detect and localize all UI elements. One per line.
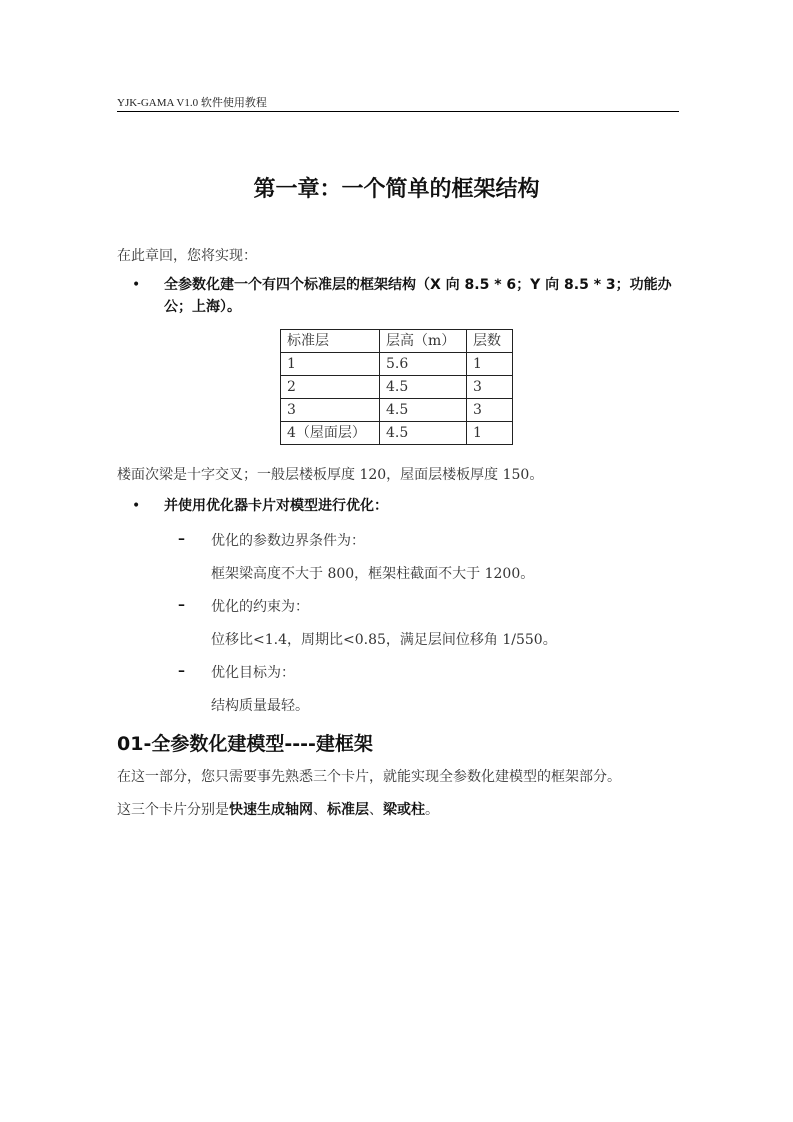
opt-detail: 位移比<1.4，周期比<0.85，满足层间位移角 1/550。	[211, 632, 557, 648]
table-cell: 3	[467, 399, 513, 422]
table-cell: 2	[281, 376, 380, 399]
separator: 、	[313, 802, 327, 818]
table-row	[281, 422, 513, 445]
card-name: 梁或柱	[383, 802, 425, 818]
table-row	[281, 399, 513, 422]
separator: 、	[369, 802, 383, 818]
opt-label: 优化目标为：	[211, 665, 295, 681]
table-cell: 4（屋面层）	[281, 422, 380, 445]
table-cell: 4.5	[380, 422, 467, 445]
card-name: 快速生成轴网	[229, 802, 313, 818]
opt-label: 优化的参数边界条件为：	[211, 533, 365, 549]
table-cell: 5.6	[380, 353, 467, 376]
card-name: 标准层	[327, 802, 369, 818]
opt-label: 优化的约束为：	[211, 599, 309, 615]
table-cell: 3	[281, 399, 380, 422]
floor-table	[280, 329, 513, 445]
bullet-goal-2: 并使用优化器卡片对模型进行优化：	[164, 498, 388, 514]
bullet-icon: •	[132, 498, 141, 514]
chapter-title: 第一章：一个简单的框架结构	[253, 177, 540, 202]
dash-icon: –	[178, 663, 185, 679]
dash-icon: –	[178, 597, 185, 613]
table-cell: 1	[281, 353, 380, 376]
dash-icon: –	[178, 531, 185, 547]
opt-detail: 框架梁高度不大于 800，框架柱截面不大于 1200。	[211, 566, 535, 582]
table-header-row	[281, 330, 513, 353]
table-header: 层高（m）	[380, 330, 467, 353]
bullet-icon: •	[132, 277, 141, 293]
section-para-1: 在这一部分，您只需要事先熟悉三个卡片，就能实现全参数化建模型的框架部分。	[117, 769, 621, 785]
period: 。	[425, 802, 439, 818]
page-header	[117, 94, 679, 112]
table-cell: 4.5	[380, 376, 467, 399]
bullet-goal-1: 全参数化建一个有四个标准层的框架结构（X 向 8.5 * 6；Y 向 8.5 * 3；功能办公；上海）。	[164, 277, 672, 315]
table-cell: 1	[467, 422, 513, 445]
section-para-2	[117, 799, 439, 819]
opt-detail: 结构质量最轻。	[211, 698, 309, 714]
para-prefix: 这三个卡片分别是	[117, 802, 229, 818]
table-cell: 3	[467, 376, 513, 399]
table-header: 层数	[467, 330, 513, 353]
section-heading: 01-全参数化建模型----建框架	[117, 733, 373, 755]
slab-note: 楼面次梁是十字交叉；一般层楼板厚度 120，屋面层楼板厚度 150。	[117, 467, 544, 483]
intro-text: 在此章回，您将实现：	[117, 248, 257, 264]
table-header: 标准层	[281, 330, 380, 353]
header-text: YJK-GAMA V1.0 软件使用教程	[117, 97, 267, 109]
table-row	[281, 353, 513, 376]
table-cell: 1	[467, 353, 513, 376]
table-row	[281, 376, 513, 399]
table-cell: 4.5	[380, 399, 467, 422]
